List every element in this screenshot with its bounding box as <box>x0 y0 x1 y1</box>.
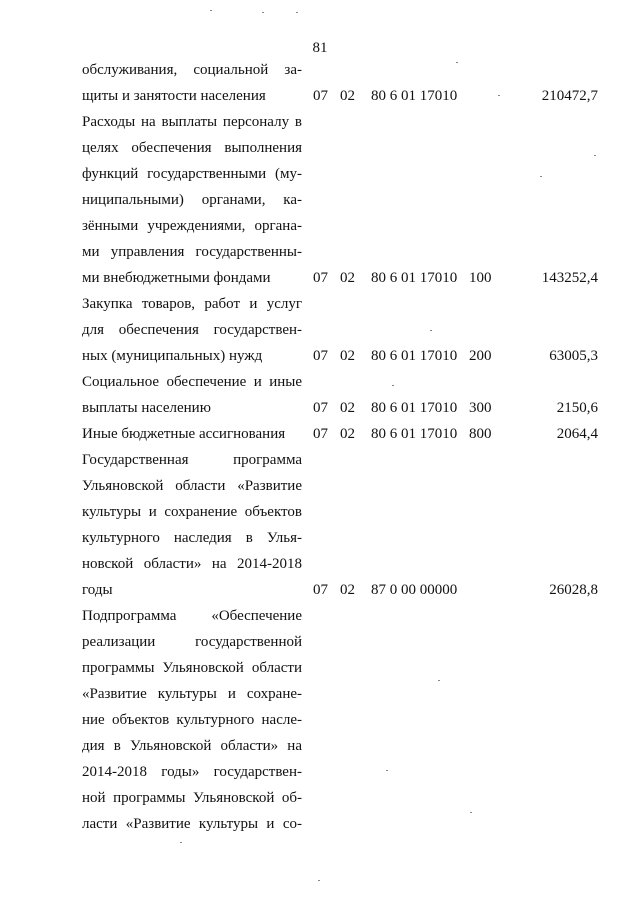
row-text-line: новской области» на 2014-2018 <box>82 556 302 572</box>
scan-speck <box>318 880 320 881</box>
row-text-line: ласти «Развитие культуры и со- <box>82 816 302 832</box>
cell-amount: 2064,4 <box>556 426 598 442</box>
scan-speck <box>262 12 264 13</box>
scan-speck <box>470 812 472 813</box>
row-text-line: культурного наследия в Улья- <box>82 530 302 546</box>
row-text-line: программы Ульяновской области <box>82 660 302 676</box>
row-text-line: ных (муниципальных) нужд <box>82 348 263 364</box>
row-text-line: реализации государственной <box>82 634 302 650</box>
cell-section: 07 <box>313 270 328 286</box>
row-text-line: функций государственными (му- <box>82 166 302 182</box>
cell-target-article: 80 6 01 17010 <box>371 88 458 104</box>
cell-expense-type: 800 <box>469 426 492 442</box>
row-text-line: выплаты населению <box>82 400 211 416</box>
cell-subsection: 02 <box>340 270 355 286</box>
cell-subsection: 02 <box>340 400 355 416</box>
cell-subsection: 02 <box>340 582 355 598</box>
row-text-line: «Развитие культуры и сохране- <box>82 686 302 702</box>
row-text-line: целях обеспечения выполнения <box>82 140 302 156</box>
cell-subsection: 02 <box>340 426 355 442</box>
row-text-line: годы <box>82 582 113 598</box>
row-text-line: Иные бюджетные ассигнования <box>82 426 286 442</box>
cell-target-article: 80 6 01 17010 <box>371 426 458 442</box>
cell-amount: 63005,3 <box>549 348 598 364</box>
cell-subsection: 02 <box>340 88 355 104</box>
cell-target-article: 80 6 01 17010 <box>371 270 458 286</box>
cell-subsection: 02 <box>340 348 355 364</box>
row-text-line: Подпрограмма «Обеспечение <box>82 608 302 624</box>
cell-section: 07 <box>313 426 328 442</box>
cell-section: 07 <box>313 88 328 104</box>
scan-speck <box>210 10 212 11</box>
scan-speck <box>430 330 432 331</box>
cell-target-article: 87 0 00 00000 <box>371 582 458 598</box>
cell-section: 07 <box>313 348 328 364</box>
row-text-line: ми управления государственны- <box>82 244 302 260</box>
scan-speck <box>180 842 182 843</box>
row-text-line: обслуживания, социальной за- <box>82 62 302 78</box>
scan-speck <box>456 62 458 63</box>
cell-target-article: 80 6 01 17010 <box>371 348 458 364</box>
scan-speck <box>296 12 298 13</box>
row-text-line: ние объектов культурного насле- <box>82 712 302 728</box>
scan-speck <box>594 155 596 156</box>
scan-speck <box>386 770 388 771</box>
cell-section: 07 <box>313 400 328 416</box>
row-text-line: для обеспечения государствен- <box>82 322 302 338</box>
cell-section: 07 <box>313 582 328 598</box>
row-text-line: культуры и сохранение объектов <box>82 504 302 520</box>
scan-speck <box>498 95 500 96</box>
page-number: 81 <box>312 40 328 56</box>
cell-amount: 210472,7 <box>541 88 598 104</box>
row-text-line: Государственная программа <box>82 452 302 468</box>
cell-expense-type: 300 <box>469 400 492 416</box>
row-text-line: Социальное обеспечение и иные <box>82 374 302 390</box>
row-text-line: дия в Ульяновской области» на <box>82 738 302 754</box>
scan-speck <box>438 680 440 681</box>
row-text-line: зёнными учреждениями, органа- <box>82 218 302 234</box>
scan-speck <box>392 385 394 386</box>
row-text-line: ниципальными) органами, ка- <box>82 192 302 208</box>
cell-expense-type: 200 <box>469 348 492 364</box>
row-text-line: 2014-2018 годы» государствен- <box>82 764 302 780</box>
scan-speck <box>540 176 542 177</box>
row-text-line: щиты и занятости населения <box>82 88 266 104</box>
row-text-line: ми внебюджетными фондами <box>82 270 271 286</box>
cell-amount: 26028,8 <box>549 582 598 598</box>
row-text-line: Ульяновской области «Развитие <box>82 478 302 494</box>
cell-expense-type: 100 <box>469 270 492 286</box>
cell-amount: 143252,4 <box>541 270 598 286</box>
cell-target-article: 80 6 01 17010 <box>371 400 458 416</box>
row-text-line: Расходы на выплаты персоналу в <box>82 114 302 130</box>
row-text-line: Закупка товаров, работ и услуг <box>82 296 302 312</box>
cell-amount: 2150,6 <box>556 400 598 416</box>
row-text-line: ной программы Ульяновской об- <box>82 790 302 806</box>
